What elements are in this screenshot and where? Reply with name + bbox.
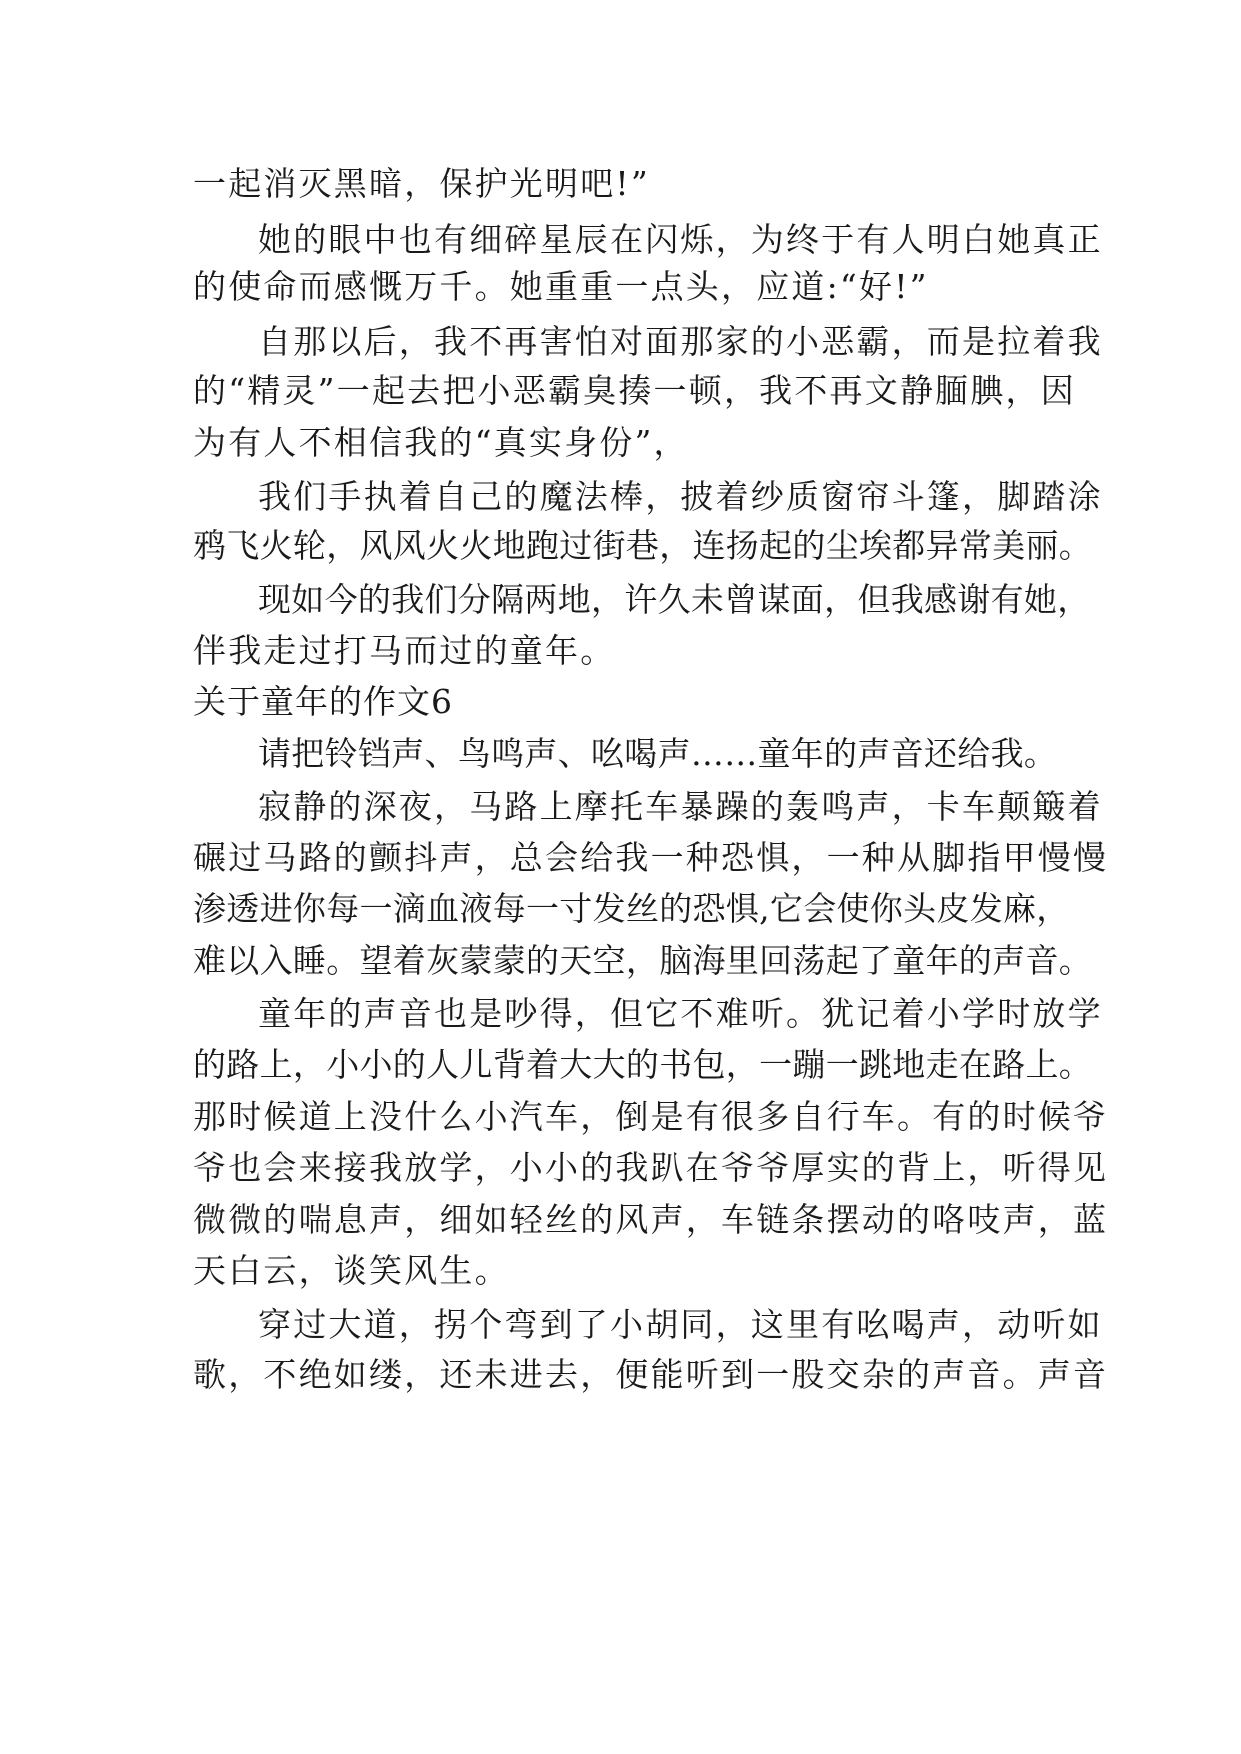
text-line: 鸦飞火轮，风风火火地跑过街巷，连扬起的尘埃都异常美丽。 <box>193 526 1093 565</box>
text-line: 歌，不绝如缕，还未进去，便能听到一股交杂的声音。声音 <box>193 1355 1109 1394</box>
section-heading: 关于童年的作文6 <box>193 682 453 721</box>
text-line: 童年的声音也是吵得，但它不难听。犹记着小学时放学 <box>258 994 1103 1033</box>
text-line: 寂静的深夜，马路上摩托车暴躁的轰鸣声，卡车颠簸着 <box>258 787 1103 826</box>
text-line: 微微的喘息声，细如轻丝的风声，车链条摆动的咯吱声，蓝 <box>193 1200 1109 1239</box>
text-line: 的路上，小小的人儿背着大大的书包，一蹦一跳地走在路上。 <box>193 1045 1093 1084</box>
text-line: 渗透进你每一滴血液每一寸发丝的恐惧,它会使你头皮发麻， <box>193 889 1070 928</box>
text-line: 那时候道上没什么小汽车，倒是有很多自行车。有的时候爷 <box>193 1097 1109 1136</box>
text-line: 天白云，谈笑风生。 <box>193 1251 510 1290</box>
text-line: 我们手执着自己的魔法棒，披着纱质窗帘斗篷，脚踏涂 <box>258 477 1103 516</box>
text-line: 为有人不相信我的“真实身份”， <box>193 423 689 462</box>
text-line: 爷也会来接我放学，小小的我趴在爷爷厚实的背上，听得见 <box>193 1148 1109 1187</box>
text-line: 的使命而感慨万千。她重重一点头，应道:“好!” <box>193 267 929 306</box>
text-line: 穿过大道，拐个弯到了小胡同，这里有吆喝声，动听如 <box>258 1305 1103 1344</box>
text-line: 碾过马路的颤抖声，总会给我一种恐惧，一种从脚指甲慢慢 <box>193 838 1109 877</box>
text-line: 她的眼中也有细碎星辰在闪烁，为终于有人明白她真正 <box>258 220 1103 259</box>
text-line: 自那以后，我不再害怕对面那家的小恶霸，而是拉着我 <box>258 322 1103 361</box>
text-line: 的“精灵”一起去把小恶霸臭揍一顿，我不再文静腼腆，因 <box>193 371 1076 410</box>
text-line: 难以入睡。望着灰蒙蒙的天空，脑海里回荡起了童年的声音。 <box>193 941 1093 980</box>
text-line: 现如今的我们分隔两地，许久未曾谋面，但我感谢有她， <box>258 580 1091 619</box>
text-line: 一起消灭黑暗，保护光明吧!” <box>193 164 650 203</box>
text-line: 请把铃铛声、鸟鸣声、吆喝声……童年的声音还给我。 <box>258 734 1058 773</box>
text-line: 伴我走过打马而过的童年。 <box>193 631 616 670</box>
